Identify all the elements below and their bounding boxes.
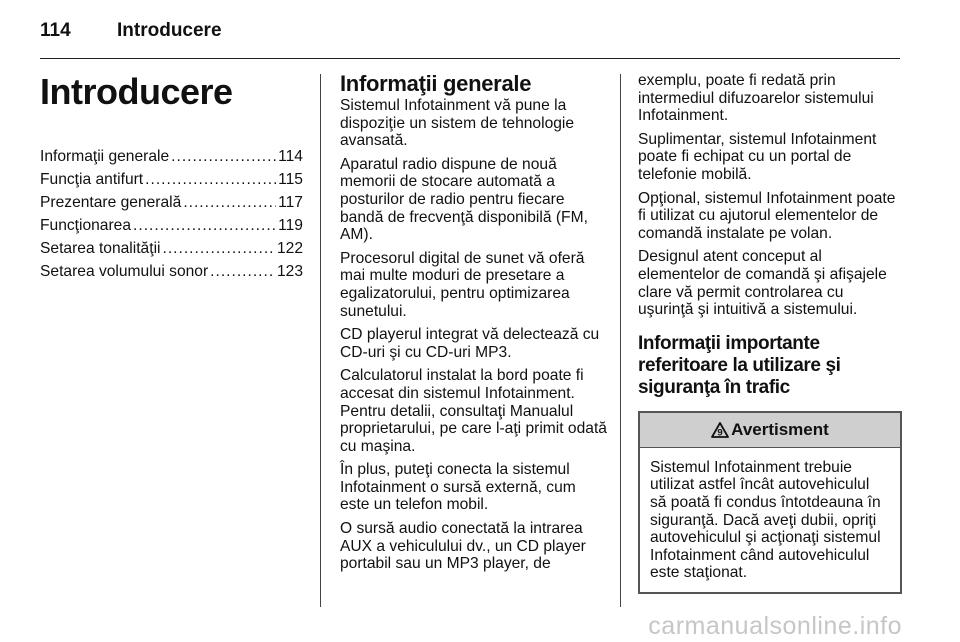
table-of-contents xyxy=(40,148,303,286)
toc-item-setarea-tonalitatii[interactable] xyxy=(40,240,303,263)
toc-leader xyxy=(171,148,276,166)
paragraph: În plus, puteţi conecta la sistemul Infotainment o sursă externă, cum este un telefon mobil. xyxy=(340,461,576,514)
toc-page: 119 xyxy=(278,217,303,234)
toc-item-functia-antifurt[interactable] xyxy=(40,171,303,194)
watermark: carmanualsonline.info xyxy=(648,612,902,640)
toc-item-prezentare-generala[interactable] xyxy=(40,194,303,217)
toc-label: Prezentare generală xyxy=(40,194,182,211)
toc-label: Setarea volumului sonor xyxy=(40,263,209,280)
toc-label: Informaţii generale xyxy=(40,148,170,165)
warning-header xyxy=(640,413,900,448)
paragraph: Suplimentar, sistemul Infotainment poate fi echipat cu un portal de telefonie mobilă. xyxy=(638,130,877,183)
toc-item-setarea-volumului-sonor[interactable] xyxy=(40,263,303,286)
warning-glyph: 9 xyxy=(717,427,723,438)
toc-page: 122 xyxy=(276,240,303,257)
toc-leader xyxy=(133,217,276,235)
paragraph: Opţional, sistemul Infotainment poate fi utilizat cu ajutorul elementelor de comandă instalate pe volan. xyxy=(638,189,896,242)
warning-box xyxy=(638,411,902,594)
toc-leader xyxy=(145,171,276,189)
toc-leader xyxy=(163,240,275,258)
left-column xyxy=(40,72,303,286)
paragraph: Procesorul digital de sunet vă oferă mai multe moduri de presetare a egalizatorului, pentru optimizarea sunetului. xyxy=(340,249,585,320)
right-column xyxy=(638,72,902,594)
paragraph: Sistemul Infotainment vă pune la dispoziţie un sistem de tehnologie avansată. xyxy=(340,97,575,150)
warning-text: Sistemul Infotainment trebuie utilizat astfel încât autovehiculul să poată fi condus întotdeauna în siguranţă. Dacă aveţi dubii, opriţi autovehiculul şi acţionaţi sistemul Infotainment când autovehiculul este staţionat. xyxy=(650,458,881,582)
paragraph: Calculatorul instalat la bord poate fi accesat din sistemul Infotainment. Pentru detalii, consultaţi Manualul proprietarului, pe care l-aţi primit odată cu maşina. xyxy=(340,367,607,455)
subsection-title: Informaţii importante referitoare la utilizare şi siguranţa în trafic xyxy=(638,332,841,398)
chapter-title: Introducere xyxy=(40,71,233,112)
section-title: Informaţii generale xyxy=(340,71,532,96)
toc-page: 114 xyxy=(278,148,303,165)
column-divider xyxy=(620,74,621,607)
toc-page: 117 xyxy=(278,194,303,211)
page-number: 114 xyxy=(40,20,71,41)
column-divider xyxy=(320,74,321,607)
paragraph: O sursă audio conectată la intrarea AUX a vehiculului dv., un CD player portabil sau un MP3 player, de xyxy=(340,520,586,573)
header-rule xyxy=(40,58,900,59)
paragraph: Designul atent conceput al elementelor de comandă şi afişajele clare vă permit controlarea cu uşurinţă şi intuitivă a sistemului. xyxy=(638,248,887,319)
paragraph: exemplu, poate fi redată prin intermediul difuzoarelor sistemului Infotainment. xyxy=(638,72,874,125)
toc-label: Funcţia antifurt xyxy=(40,171,144,188)
warning-triangle-icon xyxy=(711,422,729,438)
paragraph: Aparatul radio dispune de nouă memorii de stocare automată a posturilor de radio pentru fiecare bandă de frecvenţă disponibilă (FM, AM). xyxy=(340,155,588,244)
toc-page: 115 xyxy=(278,171,303,188)
page-header xyxy=(40,20,222,42)
middle-column xyxy=(340,72,608,579)
toc-leader xyxy=(210,263,275,281)
toc-page: 123 xyxy=(276,263,303,280)
toc-item-functionarea[interactable] xyxy=(40,217,303,240)
toc-label: Funcţionarea xyxy=(40,217,132,234)
running-title: Introducere xyxy=(117,20,222,41)
toc-item-informatii-generale[interactable] xyxy=(40,148,303,171)
paragraph: CD playerul integrat vă delectează cu CD-uri şi cu CD-uri MP3. xyxy=(340,326,600,361)
warning-title: Avertisment xyxy=(731,419,829,439)
toc-label: Setarea tonalităţii xyxy=(40,240,161,257)
toc-leader xyxy=(183,194,276,212)
